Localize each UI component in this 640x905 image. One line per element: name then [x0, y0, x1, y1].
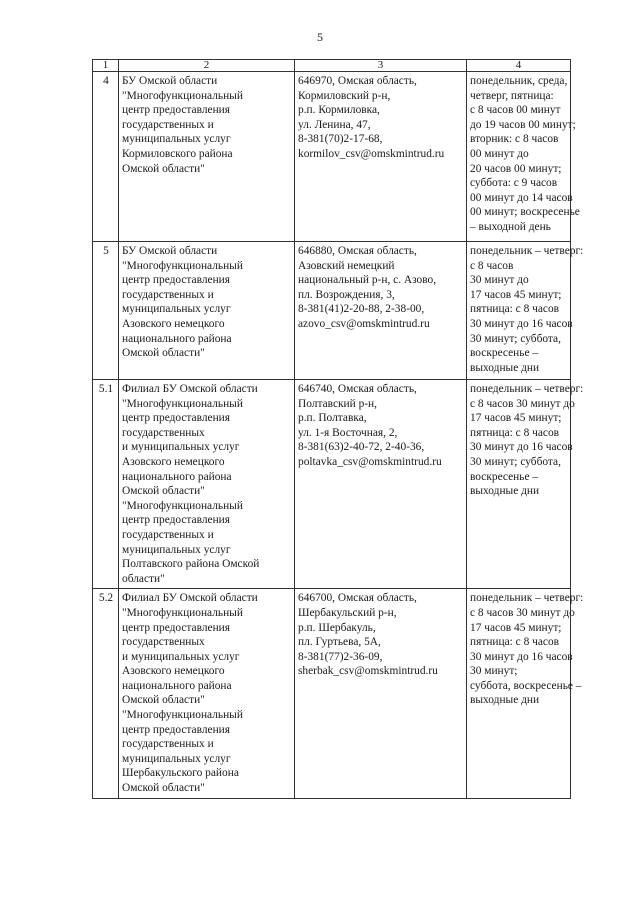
cell-text-line: 8-381(63)2-40-72, 2-40-36, [298, 441, 425, 454]
cell-text-line: БУ Омской области [122, 75, 218, 87]
cell-text-line: azovo_csv@omskmintrud.ru [298, 317, 430, 330]
cell-text-line: пятница: с 8 часов [470, 303, 560, 316]
cell-text-line: центр предоставления [122, 412, 231, 425]
cell-text-line: Омской области" [122, 782, 205, 795]
schedule-cell [467, 72, 580, 242]
cell-text-line: понедельник – четверг: [470, 383, 584, 395]
cell-text-line: sherbak_csv@omskmintrud.ru [298, 665, 438, 678]
cell-text-line: выходные дни [470, 485, 540, 498]
address-cell [295, 380, 467, 589]
cell-text-line: Азовский немецкий [298, 259, 395, 272]
header-row [93, 60, 571, 72]
cell-text-line: государственных [122, 426, 205, 439]
cell-text-line: 30 минут; суббота, [470, 332, 561, 345]
cell-text-line: пл. Гуртьева, 5А, [298, 636, 381, 649]
page-number: 5 [317, 30, 323, 44]
office-name-cell [119, 589, 295, 798]
cell-text-line: муниципальных услуг [122, 752, 231, 765]
cell-text-line: воскресенье – [470, 470, 539, 483]
cell-text-line: Кормиловский р-н, [298, 89, 391, 102]
cell-text-line: Кормиловского района [122, 147, 233, 160]
cell-text-line: 17 часов 45 минут; [470, 288, 562, 301]
cell-text-line: р.п. Кормиловка, [298, 104, 380, 117]
cell-text-line: 646880, Омская область, [298, 245, 417, 257]
cell-text-line: муниципальных услуг [122, 133, 231, 146]
cell-text-line: национальный р-н, с. Азово, [298, 274, 437, 287]
schedule-cell [467, 589, 584, 798]
cell-text-line: Филиал БУ Омской области [122, 383, 258, 395]
cell-text-line: Полтавский р-н, [298, 397, 378, 410]
cell-text-line: 00 минут до [470, 147, 529, 160]
row-number: 5.2 [93, 589, 119, 798]
cell-text-line: Азовского немецкого [122, 665, 225, 678]
cell-text-line: понедельник – четверг: [470, 245, 584, 257]
row-number: 4 [93, 72, 119, 242]
cell-text-line: суббота, воскресенье – [470, 679, 582, 692]
cell-text-line: 17 часов 45 минут; [470, 412, 562, 425]
offices-table [92, 59, 584, 799]
cell-text-line: "Многофункциональный [122, 397, 243, 410]
cell-text-line: пятница: с 8 часов [470, 426, 560, 439]
office-name-cell [119, 242, 295, 380]
cell-text-line: 30 минут; суббота, [470, 455, 561, 468]
cell-text-line: центр предоставления [122, 104, 231, 117]
cell-text-line: "Многофункциональный [122, 606, 243, 619]
cell-text-line: государственных и [122, 288, 214, 301]
cell-text-line: Филиал БУ Омской области [122, 592, 258, 605]
cell-text-line: государственных [122, 636, 205, 649]
cell-text-line: центр предоставления [122, 621, 231, 634]
cell-text-line: Омской области" [122, 162, 205, 175]
cell-text-line: – выходной день [470, 220, 551, 233]
cell-text-line: национального района [122, 332, 232, 345]
cell-text-line: области" [122, 572, 165, 585]
cell-text-line: БУ Омской области [122, 245, 218, 257]
cell-text-line: вторник: с 8 часов [470, 133, 559, 146]
cell-text-line: Азовского немецкого [122, 317, 225, 330]
row-number: 5 [93, 242, 119, 380]
cell-text-line: 8-381(77)2-36-09, [298, 650, 383, 663]
column-header-3: 3 [295, 60, 467, 72]
cell-text-line: poltavka_csv@omskmintrud.ru [298, 455, 442, 468]
cell-text-line: Омской области" [122, 485, 205, 498]
cell-text-line: kormilov_csv@omskmintrud.ru [298, 147, 445, 160]
column-header-2: 2 [119, 60, 295, 72]
cell-text-line: до 19 часов 00 минут; [470, 118, 576, 131]
cell-text-line: муниципальных услуг [122, 303, 231, 316]
cell-text-line: с 8 часов 30 минут до [470, 606, 575, 619]
cell-text-line: 20 часов 00 минут; [470, 162, 562, 175]
cell-text-line: Омской области" [122, 347, 205, 360]
cell-text-line: национального района [122, 470, 232, 483]
cell-text-line: государственных и [122, 528, 214, 541]
cell-text-line: суббота: с 9 часов [470, 177, 558, 190]
cell-text-line: "Многофункциональный [122, 709, 243, 722]
cell-text-line: Омской области" [122, 694, 205, 707]
cell-text-line: государственных и [122, 738, 214, 751]
cell-text-line: 17 часов 45 минут; [470, 621, 562, 634]
address-cell [295, 242, 467, 380]
cell-text-line: 30 минут до 16 часов [470, 650, 573, 663]
cell-text-line: национального района [122, 679, 232, 692]
cell-text-line: ул. Ленина, 47, [298, 118, 371, 131]
cell-text-line: 00 минут до 14 часов [470, 191, 573, 204]
cell-text-line: с 8 часов 00 минут [470, 104, 561, 117]
schedule-cell [467, 242, 584, 380]
cell-text-line: Шербакульского района [122, 767, 239, 780]
table-row [93, 72, 571, 242]
cell-text-line: 646700, Омская область, [298, 592, 417, 605]
cell-text-line: 30 минут до [470, 274, 529, 287]
row-number: 5.1 [93, 380, 119, 589]
cell-text-line: и муниципальных услуг [122, 650, 240, 663]
cell-text-line: 646970, Омская область, [298, 75, 417, 87]
office-name-cell [119, 380, 295, 589]
cell-text-line: Полтавского района Омской [122, 558, 260, 571]
address-cell [295, 589, 467, 798]
cell-text-line: 30 минут до 16 часов [470, 441, 573, 454]
cell-text-line: центр предоставления [122, 514, 231, 527]
cell-text-line: р.п. Шербакуль, [298, 621, 376, 634]
table-row [93, 242, 571, 380]
cell-text-line: понедельник, среда, [470, 75, 568, 87]
column-header-1: 1 [93, 60, 119, 72]
cell-text-line: 30 минут; [470, 665, 518, 678]
cell-text-line: понедельник – четверг: [470, 592, 584, 605]
cell-text-line: выходные дни [470, 694, 540, 707]
table-row [93, 589, 571, 798]
cell-text-line: 8-381(70)2-17-68, [298, 133, 383, 146]
cell-text-line: государственных и [122, 118, 214, 131]
column-header-4: 4 [467, 60, 571, 72]
cell-text-line: четверг, пятница: [470, 89, 554, 102]
cell-text-line: с 8 часов [470, 259, 514, 272]
cell-text-line: воскресенье – [470, 347, 539, 360]
address-cell [295, 72, 467, 242]
office-name-cell [119, 72, 295, 242]
cell-text-line: "Многофункциональный [122, 259, 243, 272]
cell-text-line: 30 минут до 16 часов [470, 317, 573, 330]
cell-text-line: 00 минут; воскресенье [470, 206, 580, 219]
cell-text-line: "Многофункциональный [122, 499, 243, 512]
cell-text-line: 8-381(41)2-20-88, 2-38-00, [298, 303, 425, 316]
table-row [93, 380, 571, 589]
cell-text-line: ул. 1-я Восточная, 2, [298, 426, 398, 439]
cell-text-line: муниципальных услуг [122, 543, 231, 556]
cell-text-line: и муниципальных услуг [122, 441, 240, 454]
schedule-cell [467, 380, 584, 589]
cell-text-line: выходные дни [470, 361, 540, 374]
cell-text-line: центр предоставления [122, 723, 231, 736]
cell-text-line: "Многофункциональный [122, 89, 243, 102]
cell-text-line: пятница: с 8 часов [470, 636, 560, 649]
cell-text-line: Азовского немецкого [122, 455, 225, 468]
cell-text-line: 646740, Омская область, [298, 383, 417, 395]
cell-text-line: Шербакульский р-н, [298, 606, 397, 619]
cell-text-line: центр предоставления [122, 274, 231, 287]
cell-text-line: пл. Возрождения, 3, [298, 288, 395, 301]
cell-text-line: с 8 часов 30 минут до [470, 397, 575, 410]
cell-text-line: р.п. Полтавка, [298, 412, 367, 425]
